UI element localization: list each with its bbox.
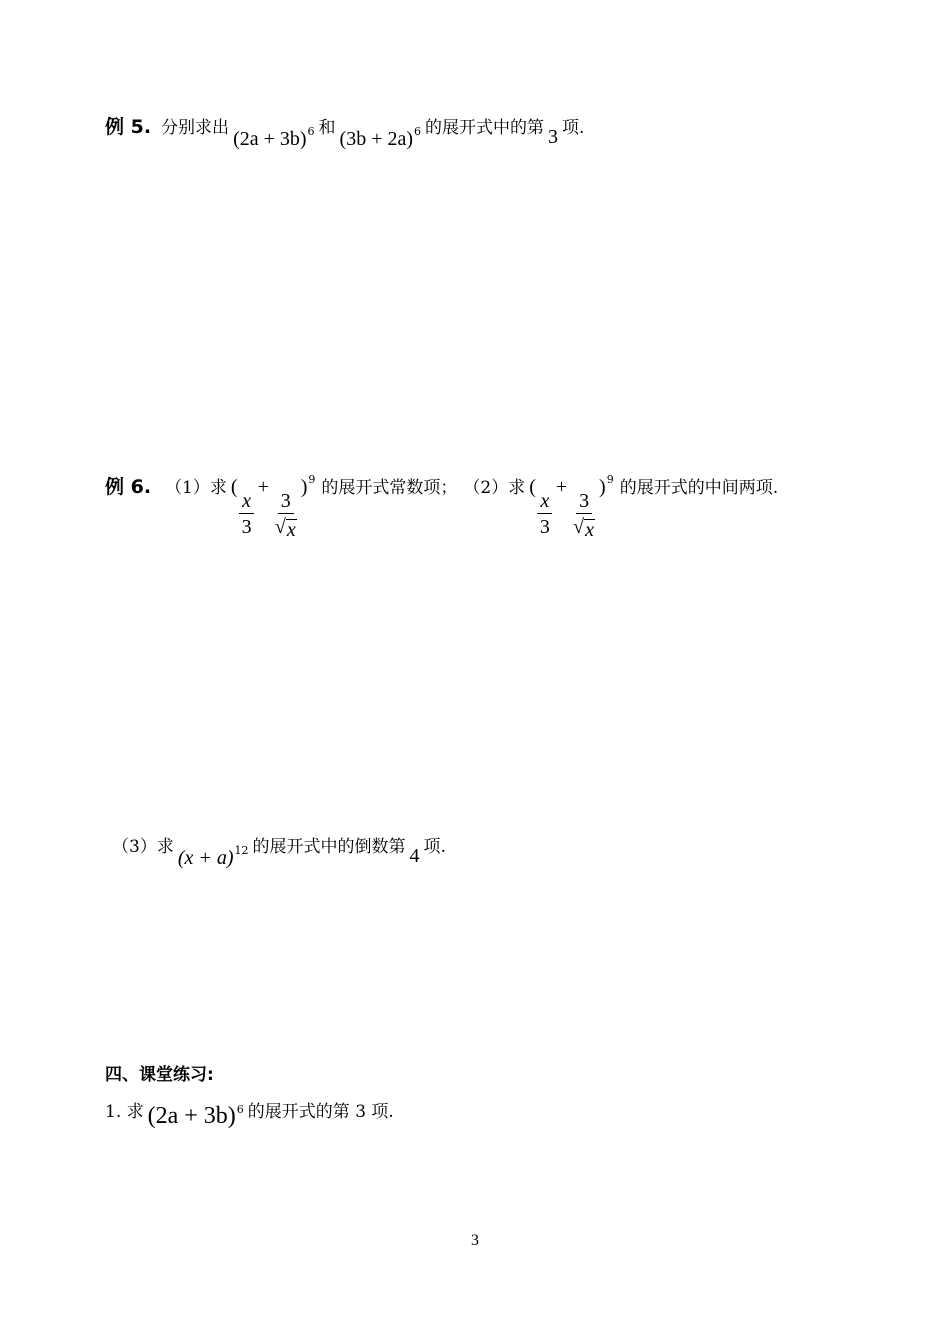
fraction-denominator xyxy=(570,514,598,540)
plus-sign: + xyxy=(257,476,269,498)
fraction-x-over-3 xyxy=(239,489,255,540)
fraction-numerator: 3 xyxy=(278,489,294,514)
example-6-part-2-tail: 的展开式的中间两项. xyxy=(619,478,779,498)
fraction-numerator: x xyxy=(239,489,254,514)
example-5-and: 和 xyxy=(318,118,336,138)
radicand: x xyxy=(286,519,296,541)
close-paren: ) xyxy=(599,476,606,498)
part-3-exp: 12 xyxy=(234,844,249,857)
fraction-x-over-3 xyxy=(537,489,553,540)
part-3-expr: (x + a) xyxy=(177,847,234,869)
radicand: x xyxy=(585,519,595,541)
practice-item-1-prefix: 1. 求 xyxy=(105,1102,144,1122)
plus-sign: + xyxy=(555,476,568,498)
fraction-numerator: 3 xyxy=(576,489,592,514)
example-6-part-1-prefix: （1）求 xyxy=(165,478,227,498)
sqrt-icon: √ x xyxy=(573,516,595,541)
practice-item-1-expr: (2a + 3b) xyxy=(147,1103,236,1129)
fraction-denominator: 3 xyxy=(241,516,252,538)
part-3-term: 4 xyxy=(409,845,420,867)
close-paren: ) xyxy=(300,476,308,498)
example-6-part-1-tail: 的展开式常数项； xyxy=(321,478,458,498)
fraction-denominator: 3 xyxy=(539,516,550,538)
page-number: 3 xyxy=(471,1232,479,1249)
fraction-3-over-sqrt-x xyxy=(272,489,300,540)
part-3-prefix: （3）求 xyxy=(112,837,174,857)
example-5-tail: 项. xyxy=(562,118,585,138)
sqrt-icon: √ x xyxy=(274,516,296,541)
example-6-line xyxy=(105,472,779,541)
example-5-line xyxy=(105,112,585,150)
example-5-expr-2: (3b + 2a) xyxy=(339,128,414,150)
example-5-term: 3 xyxy=(548,126,559,148)
example-6-part-3-line xyxy=(112,832,446,869)
example-6-expr-1 xyxy=(227,473,316,541)
example-5-text: 分别求出 xyxy=(161,118,230,138)
fraction-3-over-sqrt-x xyxy=(570,489,598,540)
example-6-part-2-prefix: （2）求 xyxy=(463,478,526,498)
example-5-expr-1: (2a + 3b) xyxy=(233,128,307,150)
example-5-text-2: 的展开式中的第 xyxy=(425,118,545,138)
part-3-text: 的展开式中的倒数第 xyxy=(252,837,406,857)
example-5-label: 例 5. xyxy=(105,116,152,138)
example-5-exp-2: 6 xyxy=(414,125,422,138)
example-6-expr-2 xyxy=(525,473,614,541)
example-6-label: 例 6. xyxy=(105,476,152,498)
open-paren: ( xyxy=(230,476,238,498)
part-3-tail: 项. xyxy=(423,837,446,857)
section-4-heading: 四、课堂练习: xyxy=(105,1065,214,1085)
exponent: 9 xyxy=(308,473,316,486)
exponent: 9 xyxy=(606,473,614,486)
fraction-denominator xyxy=(272,514,300,540)
example-5-exp-1: 6 xyxy=(307,125,315,138)
practice-item-1-exp: 6 xyxy=(236,1103,244,1116)
practice-item-1-tail: 的展开式的第 3 项. xyxy=(247,1102,394,1122)
open-paren: ( xyxy=(529,476,536,498)
fraction-numerator: x xyxy=(537,489,552,514)
practice-item-1 xyxy=(105,1097,394,1129)
